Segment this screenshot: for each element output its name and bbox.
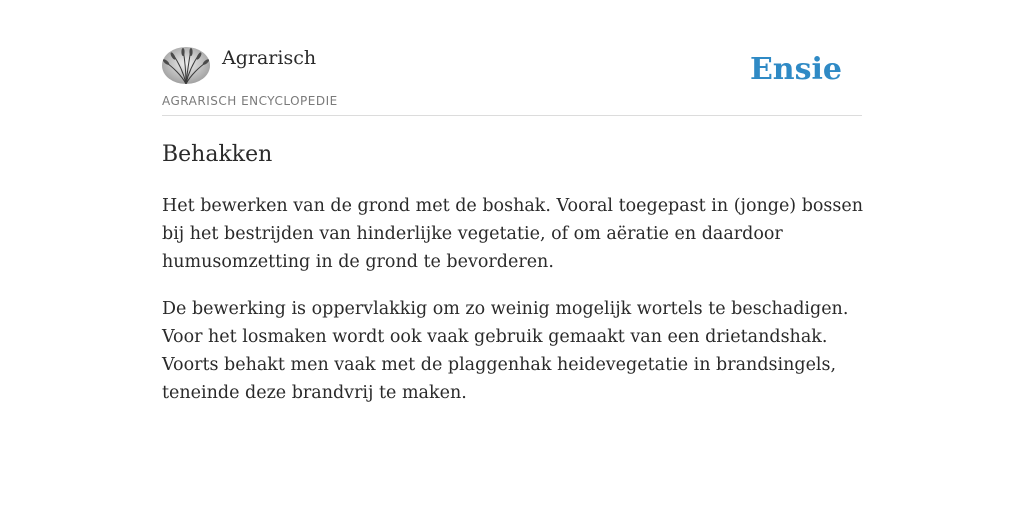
source-subtitle[interactable]: AGRARISCH ENCYCLOPEDIE bbox=[162, 94, 338, 108]
brand-logo[interactable]: Ensie bbox=[749, 52, 842, 87]
source-header bbox=[162, 44, 862, 116]
article-paragraph: Het bewerken van de grond met de boshak. Vooral toegepast in (jonge) bossen bij het bestrijden van hinderlijke vegetatie, of om aëratie en daardoor humusomzetting in de grond te bevorderen. bbox=[162, 196, 864, 272]
wheat-logo-icon[interactable] bbox=[162, 47, 210, 84]
article-body bbox=[162, 192, 867, 426]
article-title: Behakken bbox=[162, 142, 273, 167]
article-paragraph: De bewerking is oppervlakkig om zo weinig mogelijk wortels te beschadigen. Voor het losmaken wordt ook vaak gebruik gemaakt van een drietandshak. Voorts behakt men vaak met de plaggenhak heidevegetatie in brandsingels, teneinde deze brandvrij te maken. bbox=[162, 299, 849, 403]
source-name[interactable]: Agrarisch bbox=[222, 47, 317, 69]
